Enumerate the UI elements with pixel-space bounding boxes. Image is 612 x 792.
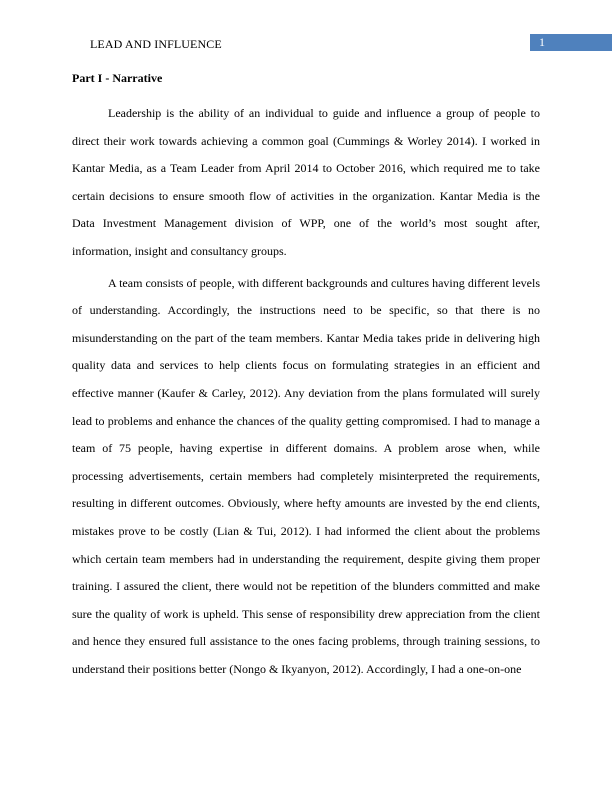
paragraph-leadership-intro: Leadership is the ability of an individual to guide and influence a group of people to direct their work towards achieving a common goal (Cummings & Worley 2014). I worked in Kantar Media, as a Team Leader from April 2014 to October 2016, which required me to take certain decisions to ensure smooth flow of activities in the organization. Kantar Media is the Data Investment Management division of WPP, one of the world’s most sought after, information, insight and consultancy groups. (72, 106, 540, 258)
running-head: LEAD AND INFLUENCE (90, 37, 222, 51)
paragraph-team-experience: A team consists of people, with different backgrounds and cultures having different levels of understanding. Accordingly, the instructions need to be specific, so that there is no misunderstanding on the part of the team members. Kantar Media takes pride in delivering high quality data and services to help clients focus on formulating strategies in an efficient and effective manner (Kaufer & Carley, 2012). Any deviation from the plans formulated will surely lead to problems and enhance the chances of the quality getting compromised. I had to manage a team of 75 people, having expertise in different domains. A problem arose when, while processing advertisements, certain members had completely misinterpreted the requirements, resulting in different outcomes. Obviously, where hefty amounts are invested by the end clients, mistakes prove to be costly (Lian & Tui, 2012). I had informed the client about the problems which certain team members had in understanding the requirement, despite giving them proper training. I assured the client, there would not be repetition of the blunders committed and make sure the quality of work is upheld. This sense of responsibility drew appreciation from the client and hence they ensured full assistance to the ones facing problems, through training sessions, to understand their positions better (Nongo & Ikyanyon, 2012). Accordingly, I had a one-on-one (72, 275, 540, 676)
page-number: 1 (539, 35, 545, 49)
document-body (72, 70, 540, 687)
page-number-bar (530, 34, 612, 51)
section-heading: Part I - Narrative (72, 71, 163, 85)
